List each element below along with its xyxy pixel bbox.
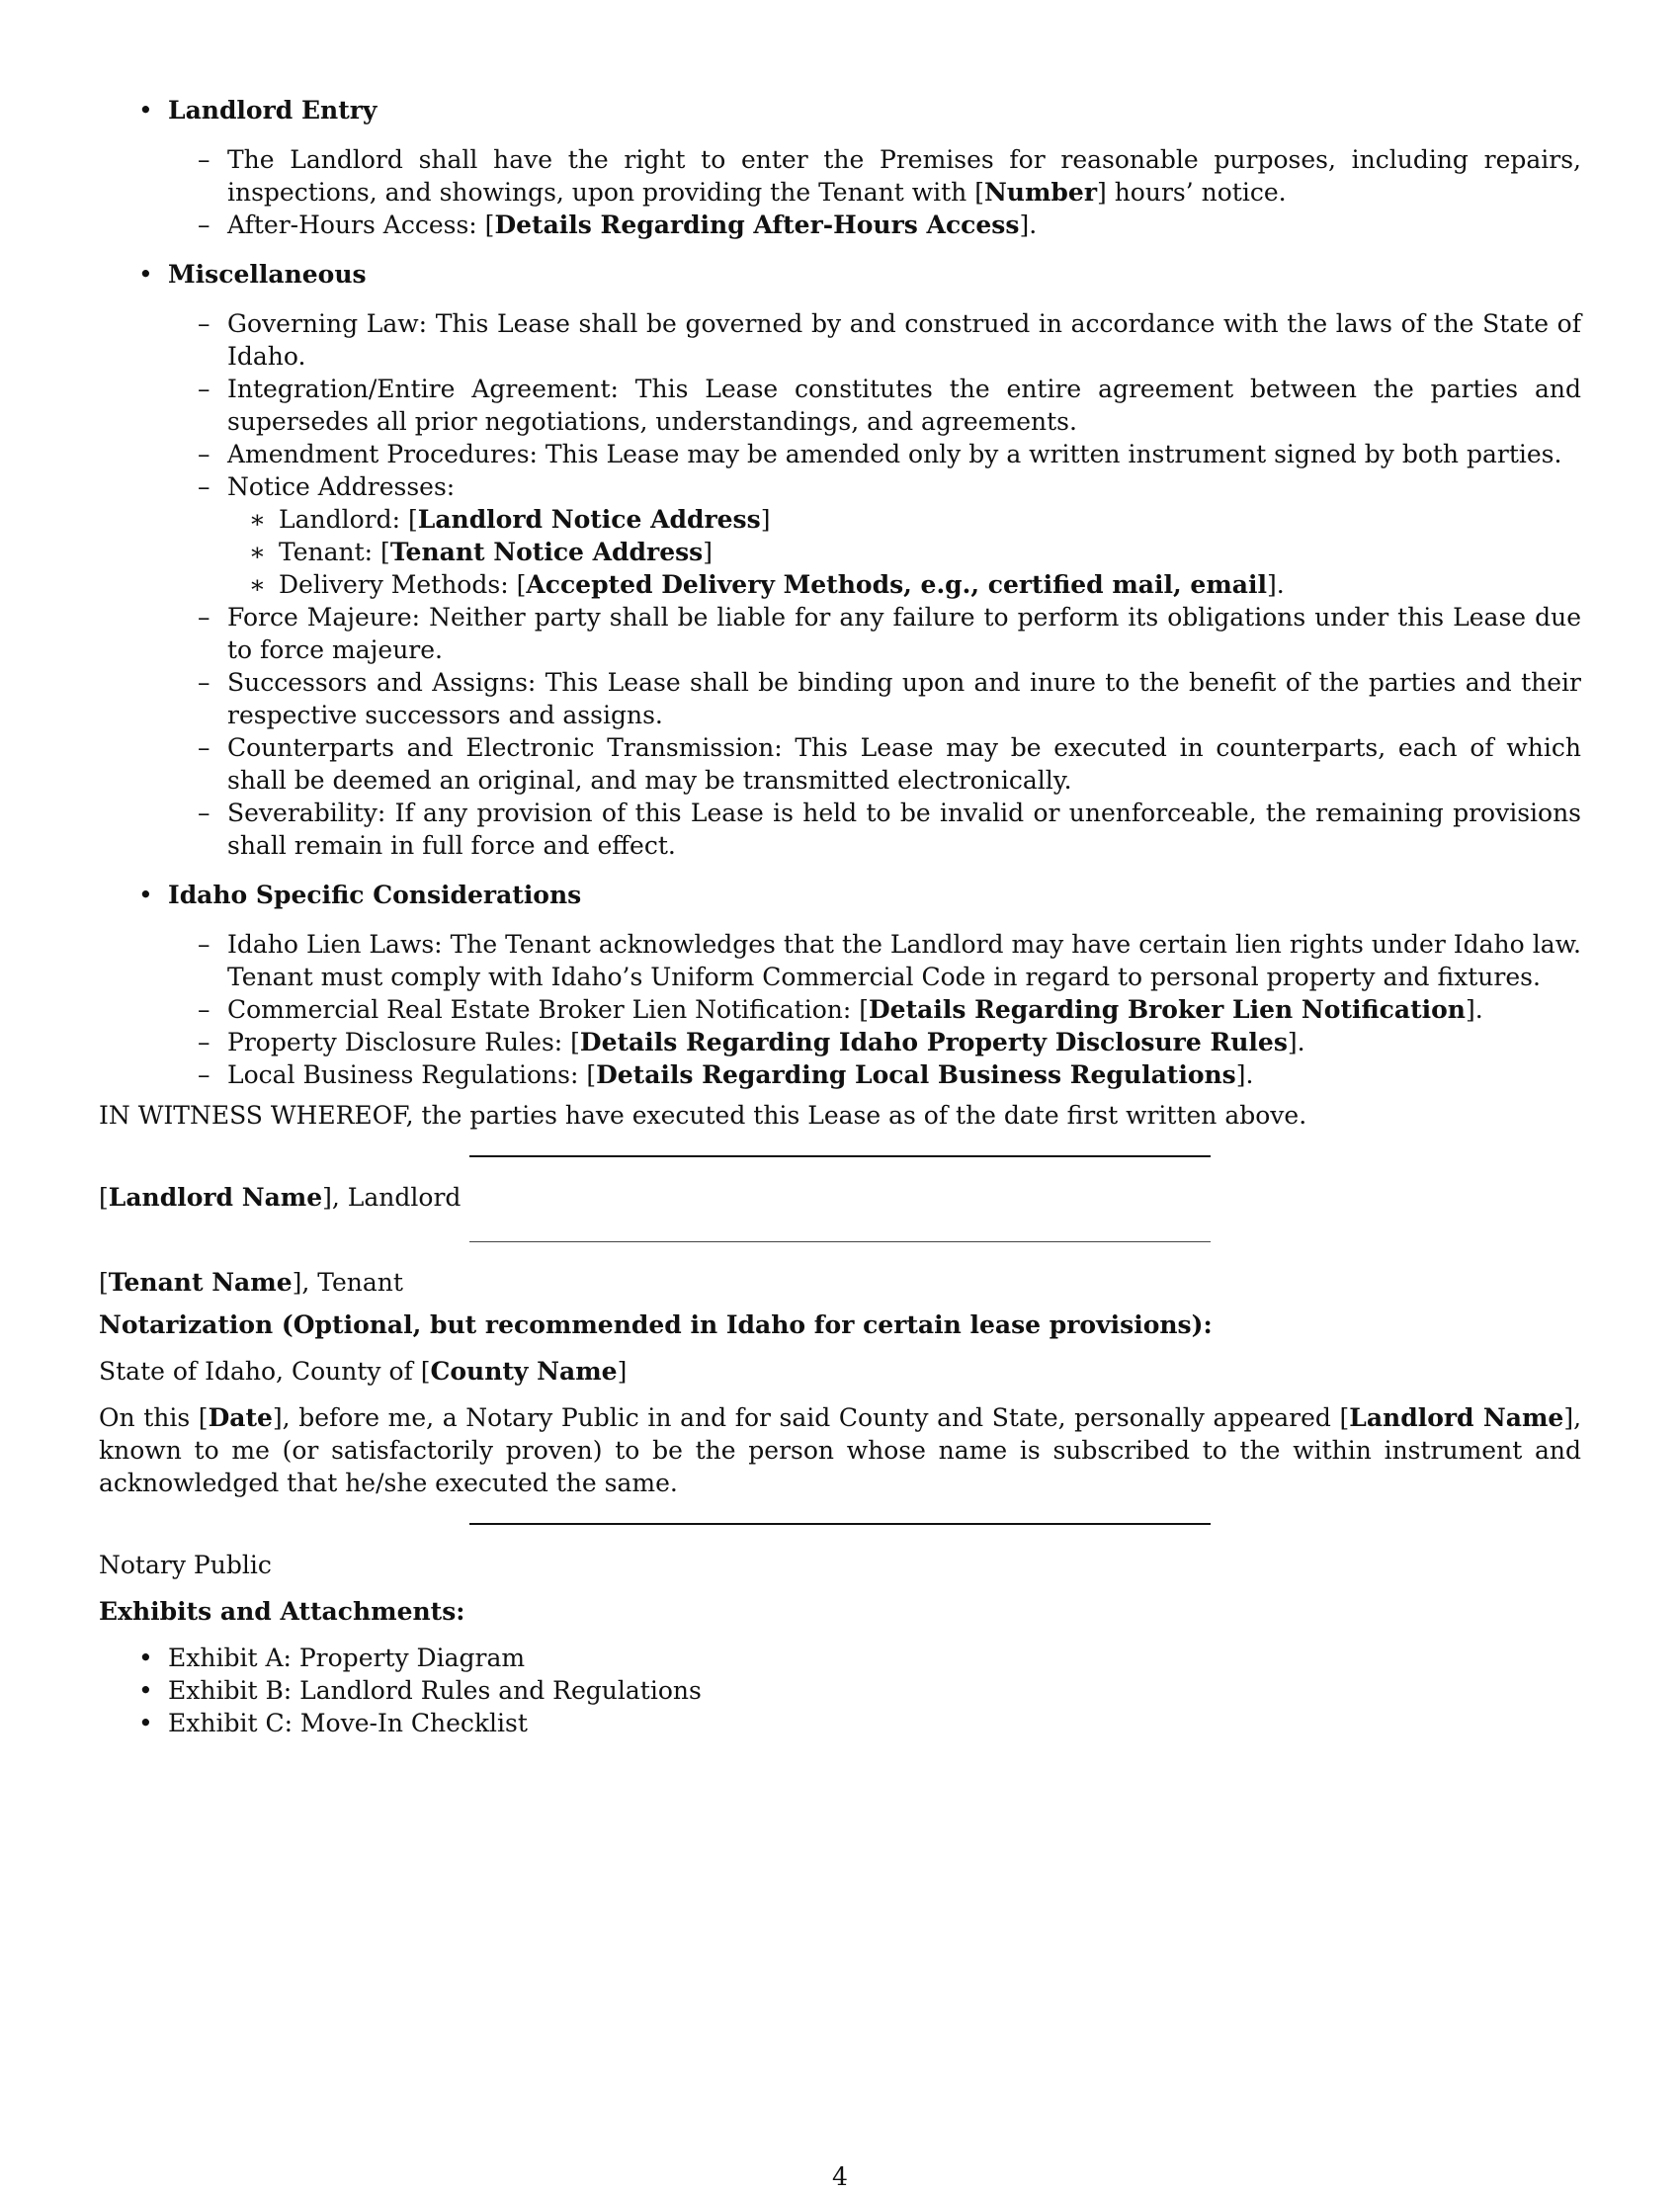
section-miscellaneous-heading: • Miscellaneous	[138, 260, 367, 289]
bullet: •	[138, 881, 153, 909]
document-page	[99, 94, 1581, 1739]
landlord-signature-label: [Landlord Name], Landlord	[99, 1183, 462, 1212]
bullet: •	[138, 260, 153, 289]
list-item: – Local Business Regulations: [Details Regarding Local Business Regulations].	[198, 1060, 1254, 1089]
list-item: • Exhibit A: Property Diagram	[138, 1644, 526, 1672]
section-landlord-entry-heading: • Landlord Entry	[138, 96, 378, 125]
notice-addresses-list	[227, 503, 1581, 601]
list-item: • Exhibit C: Move-In Checklist	[138, 1709, 528, 1737]
list-item: – After-Hours Access: [Details Regarding After-Hours Access].	[198, 211, 1038, 239]
notary-signature-line[interactable]	[469, 1523, 1211, 1525]
list-item: ∗ Delivery Methods: [Accepted Delivery Methods, e.g., certified mail, email].	[249, 570, 1285, 599]
miscellaneous-list	[99, 307, 1581, 862]
exhibits-list	[99, 1642, 1581, 1739]
list-item: – Idaho Lien Laws: The Tenant acknowledges that the Landlord may have certain lien rights under Idaho law. Tenant must comply with Idaho’s Uniform Commercial Code in regard to personal property and fixtures.	[198, 930, 1581, 991]
exhibits-heading: Exhibits and Attachments:	[99, 1597, 465, 1626]
landlord-signature-line[interactable]	[469, 1155, 1211, 1157]
list-item: – Notice Addresses: ∗ Landlord: [Landlord Notice Address] ∗ Tenant: [Tenant Notice Address] ∗ Delivery Methods: [Accepted Delivery Methods, e.g., certified mail, email].	[99, 470, 1581, 601]
notarization-state: State of Idaho, County of [County Name]	[99, 1357, 628, 1386]
list-item: – Integration/Entire Agreement: This Lease constitutes the entire agreement between the parties and supersedes all prior negotiations, understandings, and agreements.	[198, 375, 1581, 436]
idaho-list	[99, 928, 1581, 1091]
witness-statement: IN WITNESS WHEREOF, the parties have executed this Lease as of the date first written above.	[99, 1101, 1307, 1130]
page-number: 4	[832, 2162, 848, 2191]
list-item: – Governing Law: This Lease shall be governed by and construed in accordance with the laws of the State of Idaho.	[198, 309, 1581, 371]
tenant-signature-label: [Tenant Name], Tenant	[99, 1268, 403, 1297]
list-item: – Successors and Assigns: This Lease shall be binding upon and inure to the benefit of the parties and their respective successors and assigns.	[198, 668, 1581, 729]
list-item: – Amendment Procedures: This Lease may be amended only by a written instrument signed by both parties.	[198, 440, 1562, 468]
list-item: – The Landlord shall have the right to enter the Premises for reasonable purposes, including repairs, inspections, and showings, upon providing the Tenant with [Number] hours’ notice.	[198, 145, 1581, 207]
list-item: – Severability: If any provision of this Lease is held to be invalid or unenforceable, the remaining provisions shall remain in full force and effect.	[198, 799, 1581, 860]
notarization-heading: Notarization (Optional, but recommended in Idaho for certain lease provisions):	[99, 1310, 1213, 1339]
notarization-body: On this [Date], before me, a Notary Public in and for said County and State, personally appeared [Landlord Name], known to me (or satisfactorily proven) to be the person whose name is subscribed to the within instrument and acknowledged that he/she executed the same.	[99, 1403, 1582, 1497]
notary-label: Notary Public	[99, 1551, 272, 1579]
landlord-entry-list	[99, 143, 1581, 241]
list-item: – Force Majeure: Neither party shall be liable for any failure to perform its obligations under this Lease due to force majeure.	[198, 603, 1581, 664]
bullet: •	[138, 96, 153, 125]
list-item: ∗ Landlord: [Landlord Notice Address]	[249, 505, 771, 534]
list-item: ∗ Tenant: [Tenant Notice Address]	[249, 538, 714, 566]
list-item: – Commercial Real Estate Broker Lien Notification: [Details Regarding Broker Lien Notification].	[198, 995, 1483, 1024]
section-idaho-heading: • Idaho Specific Considerations	[138, 881, 582, 909]
list-item: – Counterparts and Electronic Transmission: This Lease may be executed in counterparts, each of which shall be deemed an original, and may be transmitted electronically.	[198, 733, 1581, 795]
list-item: – Property Disclosure Rules: [Details Regarding Idaho Property Disclosure Rules].	[198, 1028, 1305, 1056]
list-item: • Exhibit B: Landlord Rules and Regulations	[138, 1676, 702, 1705]
tenant-signature-line[interactable]	[469, 1241, 1211, 1242]
